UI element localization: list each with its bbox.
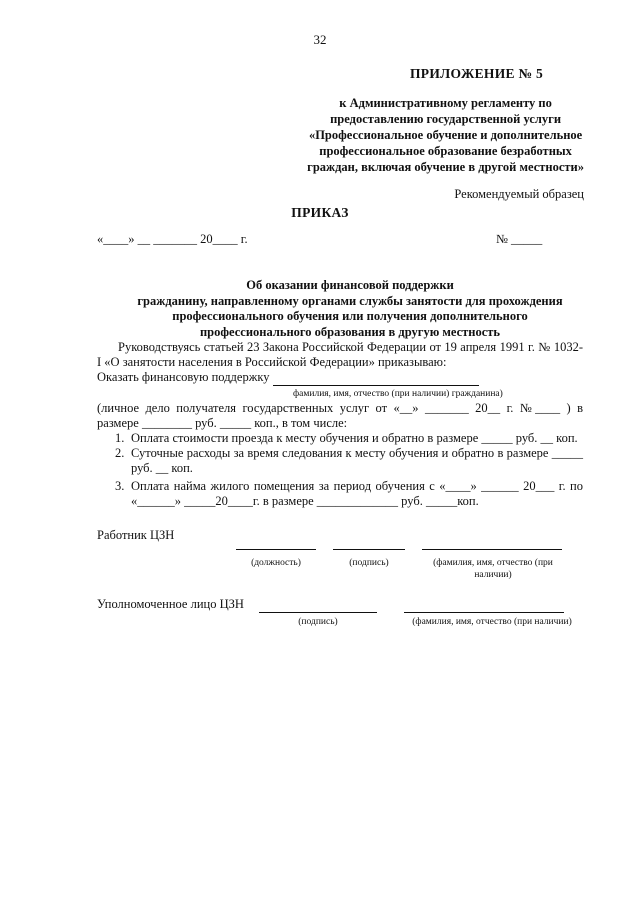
page-number: 32 [313,32,327,47]
preamble-paragraph: Руководствуясь статьей 23 Закона Российской Федерации от 19 апреля 1991 г. № 1032-I «О занятости населения в Российской Федерации» приказываю: [97,340,583,369]
appendix-reference [307,95,584,175]
case-file-paragraph: (личное дело получателя государственных услуг от «__» _______ 20__ г. №____ ) в размере ________ руб. _____ коп., в том числе: [97,401,583,430]
list-item: 2. Суточные расходы за время следования к месту обучения и обратно в размере _____ руб. __ коп. [115,446,583,475]
worker-signature-line [333,549,405,550]
worker-label: Работник ЦЗН [97,528,175,542]
recommended-sample-note: Рекомендуемый образец [454,187,584,201]
appendix-line: «Профессиональное обучение и дополнительное [308,128,583,142]
order-subject [0,278,640,340]
appendix-title: ПРИЛОЖЕНИЕ № 5 [410,66,544,81]
appendix-line: граждан, включая обучение в другой местности» [307,160,584,174]
worker-name-caption: (фамилия, имя, отчество (при наличии) [433,558,553,580]
list-item: 1. Оплата стоимости проезда к месту обучения и обратно в размере _____ руб. __ коп. [115,431,578,445]
order-date-field: «____» __ _______ 20____ г. [97,232,248,246]
order-number-field: № _____ [496,232,543,246]
recipient-name-blank [273,370,479,386]
list-item: 3. Оплата найма жилого помещения за период обучения с «____» ______ 20___ г. по «______» _____20____г. в размере _____________ руб. _____коп. [115,479,583,508]
order-body [97,340,583,509]
order-title: ПРИКАЗ [291,205,349,220]
subject-line: профессионального обучения или получения дополнительного [172,309,528,323]
worker-position-caption: (должность) [251,558,301,568]
provide-support-line [97,370,583,386]
payment-items [97,431,583,509]
authorized-person-label: Уполномоченное лицо ЦЗН [97,597,244,611]
authorized-signature-line [259,612,377,613]
appendix-line: предоставлению государственной услуги [330,112,562,126]
subject-line: Об оказании финансовой поддержки [246,278,454,292]
appendix-line: профессиональное образование безработных [319,144,572,158]
subject-line: профессионального образования в другую местность [199,324,501,339]
recipient-name-caption: фамилия, имя, отчество (при наличии) гражданина) [293,389,503,399]
authorized-signature-caption: (подпись) [298,617,338,627]
appendix-line: к Административному регламенту по [339,96,552,110]
authorized-name-caption: (фамилия, имя, отчество (при наличии) [412,617,572,627]
worker-position-line [236,549,316,550]
worker-signature-caption: (подпись) [349,558,389,568]
authorized-name-line [404,612,564,613]
subject-line: гражданину, направленному органами службы занятости для прохождения [137,293,563,308]
worker-name-line [422,549,562,550]
provide-support-label: Оказать финансовую поддержку [97,370,270,384]
